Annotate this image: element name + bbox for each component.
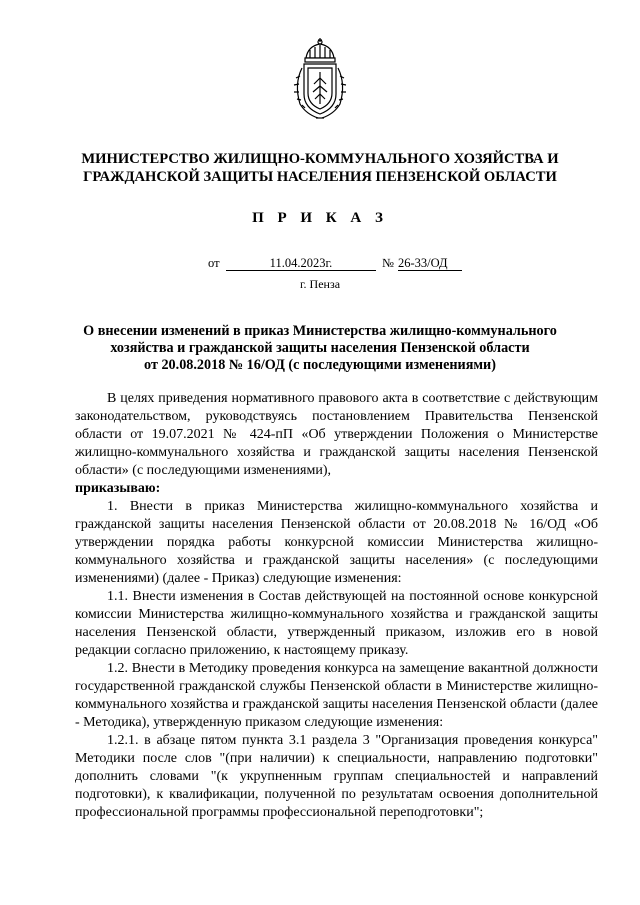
- document-type: П Р И К А З: [252, 210, 388, 226]
- document-date: 11.04.2023г.: [226, 256, 376, 271]
- number-label: №: [382, 256, 394, 270]
- paragraph-1-2: 1.2. Внести в Методику проведения конкурса на замещение вакантной должности государственной гражданской службы Пензенской области в Министерстве жилищно-коммунального хозяйства и гражданской защиты населения Пензенской области (далее - Методика), утвержденную приказом следующие изменения:: [75, 661, 598, 730]
- document-number: 26-33/ОД: [398, 256, 462, 271]
- city: г. Пенза: [299, 277, 341, 291]
- paragraph-preamble: [75, 390, 598, 498]
- coat-of-arms-emblem: [288, 38, 352, 120]
- title-line1: О внесении изменений в приказ Министерства жилищно-коммунального: [83, 323, 557, 339]
- ministry-name-line1: МИНИСТЕРСТВО ЖИЛИЩНО-КОММУНАЛЬНОГО ХОЗЯЙСТВА И: [81, 151, 559, 167]
- title-line2: хозяйства и гражданской защиты населения Пензенской области: [110, 340, 530, 356]
- date-from-label: от: [208, 256, 220, 270]
- order-word: приказываю:: [75, 481, 161, 496]
- date-number-line: [0, 256, 640, 274]
- paragraph-1-1: 1.1. Внести изменения в Состав действующей на постоянной основе конкурсной комиссии Министерства жилищно-коммунального хозяйства и гражданской защиты населения Пензенской области, утвержденный приказом, изложив его в новой редакции согласно приложению, к настоящему приказу.: [75, 589, 598, 658]
- ministry-name: [40, 150, 600, 186]
- document-title: [60, 323, 580, 374]
- preamble-text: В целях приведения нормативного правового акта в соответствие с действующим законодательством, руководствуясь постановлением Правительства Пензенской области от 19.07.2021 № 424-пП «Об утверждении Положения о Министерстве жилищно-коммунального хозяйства и гражданской защиты населения Пензенской области» (с последующими изменениями),: [75, 391, 598, 478]
- title-line3: от 20.08.2018 № 16/ОД (с последующими изменениями): [144, 357, 496, 373]
- document-body: [75, 390, 598, 822]
- ministry-name-line2: ГРАЖДАНСКОЙ ЗАЩИТЫ НАСЕЛЕНИЯ ПЕНЗЕНСКОЙ ОБЛАСТИ: [83, 169, 557, 185]
- paragraph-1: 1. Внести в приказ Министерства жилищно-коммунального хозяйства и гражданской защиты населения Пензенской области от 20.08.2018 № 16/ОД «Об утверждении порядка работы конкурсной комиссии Министерства жилищно-коммунального хозяйства и гражданской защиты населения» (с последующими изменениями) (далее - Приказ) следующие изменения:: [75, 499, 598, 586]
- paragraph-1-2-1: 1.2.1. в абзаце пятом пункта 3.1 раздела 3 "Организация проведения конкурса" Методики после слов "(при наличии) к специальности, направлению подготовки" дополнить словами "(к укрупненным группам специальностей и направлений подготовки), к квалификации, полученной по результатам освоения дополнительной профессиональной программы профессиональной переподготовки";: [75, 733, 598, 820]
